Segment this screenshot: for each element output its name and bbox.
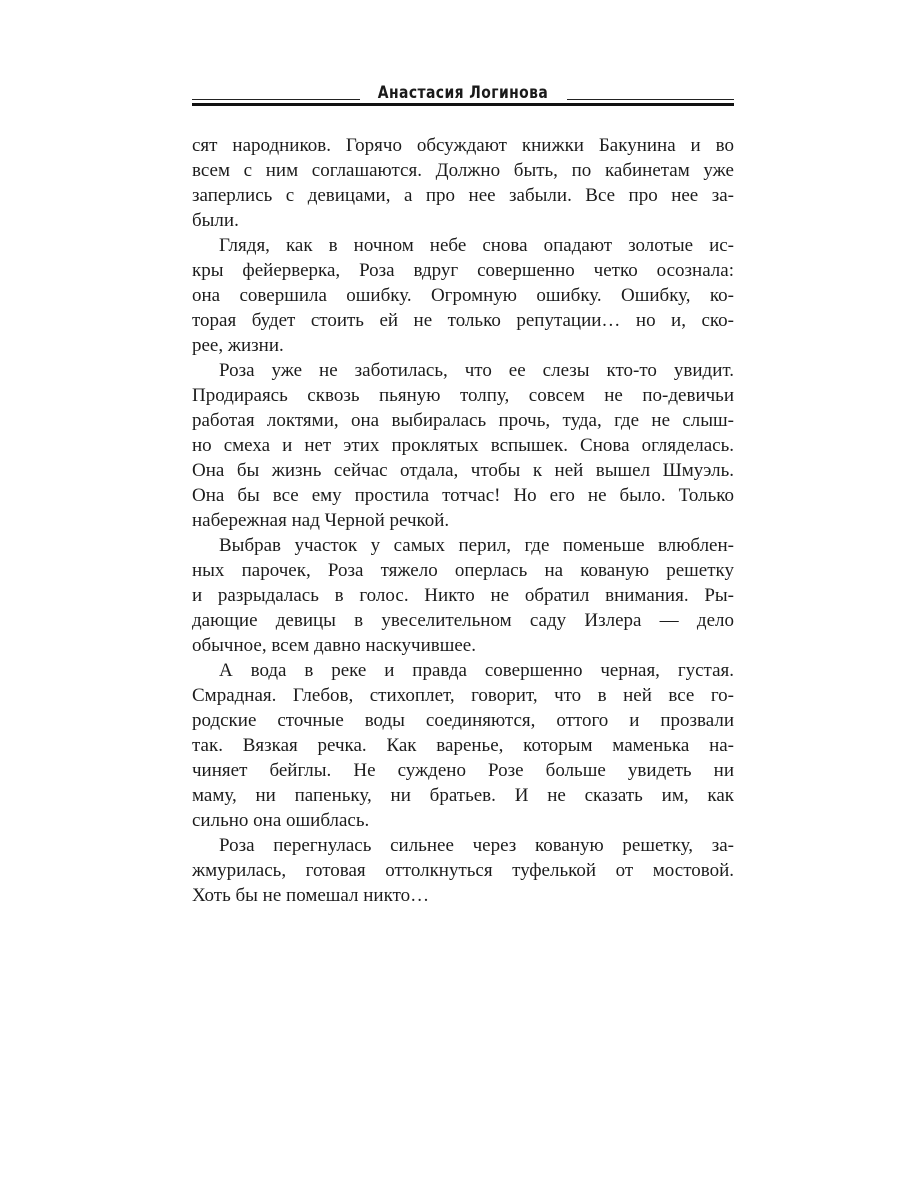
text-line: она совершила ошибку. Огромную ошибку. Ошибку, ко- [192, 285, 734, 306]
text-line: работая локтями, она выбиралась прочь, туда, где не слыш- [192, 410, 734, 431]
text-line: Роза уже не заботилась, что ее слезы кто-то увидит. [219, 360, 734, 381]
text-line: Хоть бы не помешал никто… [192, 885, 430, 906]
text-line: Роза перегнулась сильнее через кованую решетку, за- [219, 835, 734, 856]
paragraph [192, 833, 734, 908]
paragraph [192, 358, 734, 533]
text-line: ных парочек, Роза тяжело оперлась на кованую решетку [192, 560, 734, 581]
text-line: заперлись с девицами, а про нее забыли. Все про нее за- [192, 185, 734, 206]
text-line: были. [192, 210, 239, 231]
author-name: Анастасия Логинова [377, 83, 549, 103]
text-line: кры фейерверка, Роза вдруг совершенно четко осознала: [192, 260, 734, 281]
text-line: маму, ни папеньку, ни братьев. И не сказать им, как [192, 785, 734, 806]
text-line: Продираясь сквозь пьяную толпу, совсем не по-девичьи [192, 385, 734, 406]
paragraph [192, 133, 734, 233]
text-line: Выбрав участок у самых перил, где поменьше влюблен- [219, 535, 734, 556]
text-line: рее, жизни. [192, 335, 284, 356]
text-line: чиняет бейглы. Не суждено Розе больше увидеть ни [192, 760, 734, 781]
text-line: всем с ним соглашаются. Должно быть, по кабинетам уже [192, 160, 734, 181]
text-line: Она бы все ему простила тотчас! Но его не было. Только [192, 485, 734, 506]
paragraph [192, 533, 734, 658]
text-line: Глядя, как в ночном небе снова опадают золотые ис- [219, 235, 734, 256]
header-rule-thick [192, 103, 734, 106]
text-line: набережная над Черной речкой. [192, 510, 450, 531]
body-text [192, 133, 734, 908]
text-line: сильно она ошиблась. [192, 810, 370, 831]
text-line: и разрыдалась в голос. Никто не обратил внимания. Ры- [192, 585, 734, 606]
text-line: дающие девицы в увеселительном саду Излера — дело [192, 610, 734, 631]
text-line: Она бы жизнь сейчас отдала, чтобы к ней вышел Шмуэль. [192, 460, 734, 481]
text-line: Смрадная. Глебов, стихоплет, говорит, что в ней все го- [192, 685, 734, 706]
text-line: так. Вязкая речка. Как варенье, которым маменька на- [192, 735, 734, 756]
text-line: А вода в реке и правда совершенно черная, густая. [219, 660, 734, 681]
text-line: сят народников. Горячо обсуждают книжки Бакунина и во [192, 135, 734, 156]
text-line: но смеха и нет этих проклятых вспышек. Снова огляделась. [192, 435, 734, 456]
paragraph [192, 233, 734, 358]
text-line: родские сточные воды соединяются, оттого и прозвали [192, 710, 734, 731]
text-line: жмурилась, готовая оттолкнуться туфелькой от мостовой. [192, 860, 734, 881]
text-line: торая будет стоить ей не только репутации… но и, ско- [192, 310, 734, 331]
running-header [192, 80, 734, 110]
text-line: обычное, всем давно наскучившее. [192, 635, 476, 656]
paragraph [192, 658, 734, 833]
